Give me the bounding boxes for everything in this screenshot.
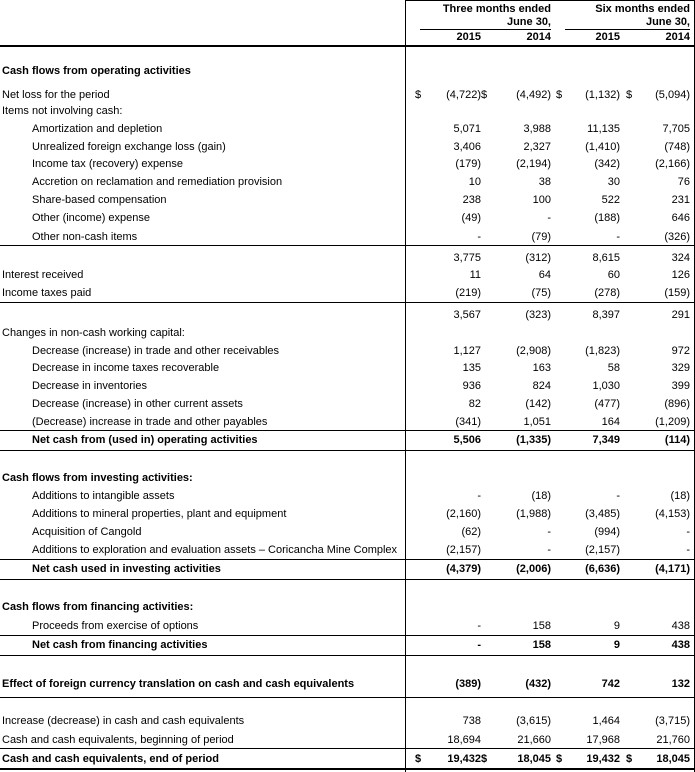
- value-cell: (326): [664, 231, 690, 243]
- value-cell: 324: [671, 252, 690, 264]
- table-row: [0, 677, 695, 691]
- value-cell: (1,209): [655, 416, 690, 428]
- header-three-months: Three months ended: [442, 3, 551, 15]
- value-cell: 8,615: [592, 252, 620, 264]
- currency-symbol: $: [481, 753, 488, 765]
- value-cell: 64: [538, 269, 551, 281]
- table-row: [0, 619, 695, 633]
- value-cell: 9: [613, 620, 620, 632]
- value-cell: -: [616, 231, 620, 243]
- value-cell: 10: [468, 176, 481, 188]
- table-row: [0, 379, 695, 393]
- table-row: [0, 104, 695, 118]
- row-label: Other non-cash items: [32, 231, 138, 243]
- value-cell: (341): [455, 416, 481, 428]
- value-cell: (323): [525, 309, 551, 321]
- table-row: [0, 157, 695, 171]
- row-label: Net cash from financing activities: [32, 639, 208, 651]
- header-mid-rule-right: [565, 29, 690, 30]
- table-row: [0, 175, 695, 189]
- table-row: [0, 489, 695, 503]
- value-cell: (312): [525, 252, 551, 264]
- row-label: Share-based compensation: [32, 194, 167, 206]
- value-cell: (2,157): [585, 544, 620, 556]
- header-year-3: 2015: [595, 31, 620, 43]
- value-cell: -: [477, 620, 481, 632]
- currency-symbol: $: [556, 753, 563, 765]
- value-cell: 438: [671, 639, 690, 651]
- row-label: Cash flows from operating activities: [2, 65, 191, 77]
- value-cell: (179): [455, 158, 481, 170]
- table-row: [0, 397, 695, 411]
- value-cell: 158: [532, 639, 551, 651]
- value-cell: 972: [671, 345, 690, 357]
- table-row: [0, 308, 695, 322]
- table-row: [0, 562, 695, 576]
- table-row: [0, 433, 695, 447]
- row-label: Net cash from (used in) operating activities: [32, 434, 258, 446]
- value-cell: 21,760: [656, 734, 690, 746]
- value-cell: 936: [462, 380, 481, 392]
- header-top-rule: [405, 0, 695, 1]
- value-cell: (62): [461, 526, 481, 538]
- value-cell: 76: [677, 176, 690, 188]
- row-label: Net loss for the period: [2, 89, 110, 101]
- table-row: [0, 361, 695, 375]
- value-cell: 329: [671, 362, 690, 374]
- row-label: (Decrease) increase in trade and other payables: [32, 416, 268, 428]
- value-cell: 2,327: [523, 141, 551, 153]
- row-label: Income tax (recovery) expense: [32, 158, 184, 170]
- table-row: [0, 140, 695, 154]
- value-cell: 399: [671, 380, 690, 392]
- row-label: Effect of foreign currency translation on cash and cash equivalents: [2, 678, 355, 690]
- value-cell: -: [477, 231, 481, 243]
- value-cell: 231: [671, 194, 690, 206]
- value-cell: 135: [462, 362, 481, 374]
- table-row: [0, 344, 695, 358]
- value-cell: 646: [671, 212, 690, 224]
- value-cell: 9: [613, 639, 620, 651]
- value-cell: -: [686, 544, 690, 556]
- table-row: [0, 471, 695, 485]
- row-label: Interest received: [2, 269, 84, 281]
- value-cell: (1,410): [585, 141, 620, 153]
- value-cell: (1,335): [516, 434, 551, 446]
- header-year-1: 2015: [456, 31, 481, 43]
- value-cell: (79): [531, 231, 551, 243]
- value-cell: 30: [607, 176, 620, 188]
- value-cell: (75): [531, 287, 551, 299]
- value-cell: 5,506: [453, 434, 481, 446]
- value-cell: 8,397: [592, 309, 620, 321]
- value-cell: (18): [670, 490, 690, 502]
- row-label: Increase (decrease) in cash and cash equivalents: [2, 715, 245, 727]
- value-cell: 824: [532, 380, 551, 392]
- currency-symbol: $: [415, 753, 422, 765]
- value-cell: -: [616, 490, 620, 502]
- value-cell: (4,171): [655, 563, 690, 575]
- value-cell: 163: [532, 362, 551, 374]
- value-cell: (5,094): [655, 89, 690, 101]
- table-row: [0, 230, 695, 244]
- subtotal-rule: [0, 579, 695, 580]
- value-cell: 58: [607, 362, 620, 374]
- value-cell: (342): [594, 158, 620, 170]
- row-label: Unrealized foreign exchange loss (gain): [32, 141, 226, 153]
- value-cell: (2,160): [446, 508, 481, 520]
- currency-symbol: $: [626, 753, 633, 765]
- value-cell: -: [686, 526, 690, 538]
- value-cell: 126: [671, 269, 690, 281]
- table-row: [0, 193, 695, 207]
- value-cell: 3,406: [453, 141, 481, 153]
- value-cell: 38: [538, 176, 551, 188]
- value-cell: (2,157): [446, 544, 481, 556]
- value-cell: -: [547, 212, 551, 224]
- subtotal-rule: [0, 430, 695, 431]
- row-label: Decrease in inventories: [32, 380, 147, 392]
- value-cell: (1,132): [585, 89, 620, 101]
- table-row: [0, 88, 695, 102]
- header-bottom-rule: [0, 45, 695, 47]
- value-cell: (2,006): [516, 563, 551, 575]
- subtotal-rule: [0, 655, 695, 656]
- value-cell: (1,988): [516, 508, 551, 520]
- value-cell: 1,127: [453, 345, 481, 357]
- value-cell: 132: [671, 678, 690, 690]
- value-cell: 438: [671, 620, 690, 632]
- value-cell: (278): [594, 287, 620, 299]
- value-cell: (748): [664, 141, 690, 153]
- table-row: [0, 415, 695, 429]
- value-cell: -: [547, 526, 551, 538]
- row-label: Cash and cash equivalents, end of period: [2, 753, 219, 765]
- value-cell: (477): [594, 398, 620, 410]
- value-cell: (4,153): [655, 508, 690, 520]
- value-cell: 19,432: [586, 753, 620, 765]
- table-row: [0, 251, 695, 265]
- value-cell: (4,379): [446, 563, 481, 575]
- value-cell: 1,051: [523, 416, 551, 428]
- value-cell: 5,071: [453, 123, 481, 135]
- value-cell: -: [477, 639, 481, 651]
- value-cell: (1,823): [585, 345, 620, 357]
- row-label: Other (income) expense: [32, 212, 150, 224]
- table-row: [0, 268, 695, 282]
- row-label: Amortization and depletion: [32, 123, 163, 135]
- row-label: Additions to intangible assets: [32, 490, 175, 502]
- row-label: Changes in non-cash working capital:: [2, 327, 185, 339]
- value-cell: 18,045: [517, 753, 551, 765]
- value-cell: 158: [532, 620, 551, 632]
- row-label: Decrease in income taxes recoverable: [32, 362, 220, 374]
- value-cell: 238: [462, 194, 481, 206]
- value-cell: 18,045: [656, 753, 690, 765]
- value-cell: 3,567: [453, 309, 481, 321]
- row-label: Acquisition of Cangold: [32, 526, 142, 538]
- value-cell: 291: [671, 309, 690, 321]
- row-label: Proceeds from exercise of options: [32, 620, 199, 632]
- header-mid-rule-left: [420, 29, 551, 30]
- row-label: Accretion on reclamation and remediation provision: [32, 176, 283, 188]
- table-row: [0, 638, 695, 652]
- table-row: [0, 286, 695, 300]
- table-row: [0, 64, 695, 78]
- value-cell: 18,694: [447, 734, 481, 746]
- value-cell: (2,194): [516, 158, 551, 170]
- value-cell: 742: [601, 678, 620, 690]
- subtotal-rule: [0, 450, 695, 451]
- value-cell: 21,660: [517, 734, 551, 746]
- table-row: [0, 211, 695, 225]
- currency-symbol: $: [556, 89, 563, 101]
- value-cell: (994): [594, 526, 620, 538]
- value-cell: 7,349: [592, 434, 620, 446]
- value-cell: (3,485): [585, 508, 620, 520]
- subtotal-rule: [0, 302, 695, 303]
- value-cell: 164: [601, 416, 620, 428]
- value-cell: (142): [525, 398, 551, 410]
- value-cell: (188): [594, 212, 620, 224]
- table-row: [0, 507, 695, 521]
- value-cell: 7,705: [662, 123, 690, 135]
- value-cell: (2,166): [655, 158, 690, 170]
- table-row: [0, 752, 695, 766]
- subtotal-rule: [0, 697, 695, 698]
- table-row: [0, 122, 695, 136]
- subtotal-rule: [0, 635, 695, 636]
- value-cell: (389): [455, 678, 481, 690]
- row-label: Items not involving cash:: [2, 105, 123, 117]
- table-row: [0, 600, 695, 614]
- table-row: [0, 326, 695, 340]
- value-cell: 1,030: [592, 380, 620, 392]
- row-label: Additions to exploration and evaluation assets – Coricancha Mine Complex: [32, 544, 398, 556]
- value-cell: (159): [664, 287, 690, 299]
- value-cell: (4,722): [446, 89, 481, 101]
- value-cell: -: [477, 490, 481, 502]
- value-cell: (3,715): [655, 715, 690, 727]
- currency-symbol: $: [415, 89, 422, 101]
- currency-symbol: $: [481, 89, 488, 101]
- table-row: [0, 714, 695, 728]
- header-year-2: 2014: [526, 31, 551, 43]
- value-cell: 738: [462, 715, 481, 727]
- value-cell: (3,615): [516, 715, 551, 727]
- subtotal-rule: [0, 748, 695, 749]
- value-cell: (896): [664, 398, 690, 410]
- value-cell: 82: [468, 398, 481, 410]
- value-cell: 3,988: [523, 123, 551, 135]
- subtotal-rule: [0, 245, 695, 246]
- value-cell: (6,636): [585, 563, 620, 575]
- value-cell: (2,908): [516, 345, 551, 357]
- final-total-rule: [0, 768, 695, 770]
- value-cell: (18): [531, 490, 551, 502]
- value-cell: 522: [601, 194, 620, 206]
- row-label: Net cash used in investing activities: [32, 563, 221, 575]
- header-year-4: 2014: [665, 31, 690, 43]
- row-label: Decrease (increase) in trade and other receivables: [32, 345, 280, 357]
- subtotal-rule: [0, 559, 695, 560]
- row-label: Cash and cash equivalents, beginning of period: [2, 734, 234, 746]
- row-label: Cash flows from financing activities:: [2, 601, 194, 613]
- value-cell: 60: [607, 269, 620, 281]
- table-row: [0, 525, 695, 539]
- header-period-six: June 30,: [645, 16, 690, 28]
- value-cell: (219): [455, 287, 481, 299]
- value-cell: 100: [532, 194, 551, 206]
- value-cell: 11: [469, 269, 481, 281]
- row-label: Cash flows from investing activities:: [2, 472, 193, 484]
- table-row: [0, 733, 695, 747]
- row-label: Decrease (increase) in other current assets: [32, 398, 243, 410]
- row-label: Income taxes paid: [2, 287, 92, 299]
- value-cell: -: [547, 544, 551, 556]
- row-label: Additions to mineral properties, plant and equipment: [32, 508, 287, 520]
- value-cell: (49): [461, 212, 481, 224]
- value-cell: 3,775: [453, 252, 481, 264]
- value-cell: 1,464: [592, 715, 620, 727]
- value-cell: (4,492): [516, 89, 551, 101]
- currency-symbol: $: [626, 89, 633, 101]
- value-cell: 19,432: [447, 753, 481, 765]
- value-cell: 17,968: [586, 734, 620, 746]
- header-six-months: Six months ended: [595, 3, 690, 15]
- header-period-three: June 30,: [506, 16, 551, 28]
- value-cell: (114): [664, 434, 690, 446]
- table-row: [0, 543, 695, 557]
- value-cell: (432): [525, 678, 551, 690]
- value-cell: 11,135: [587, 123, 620, 135]
